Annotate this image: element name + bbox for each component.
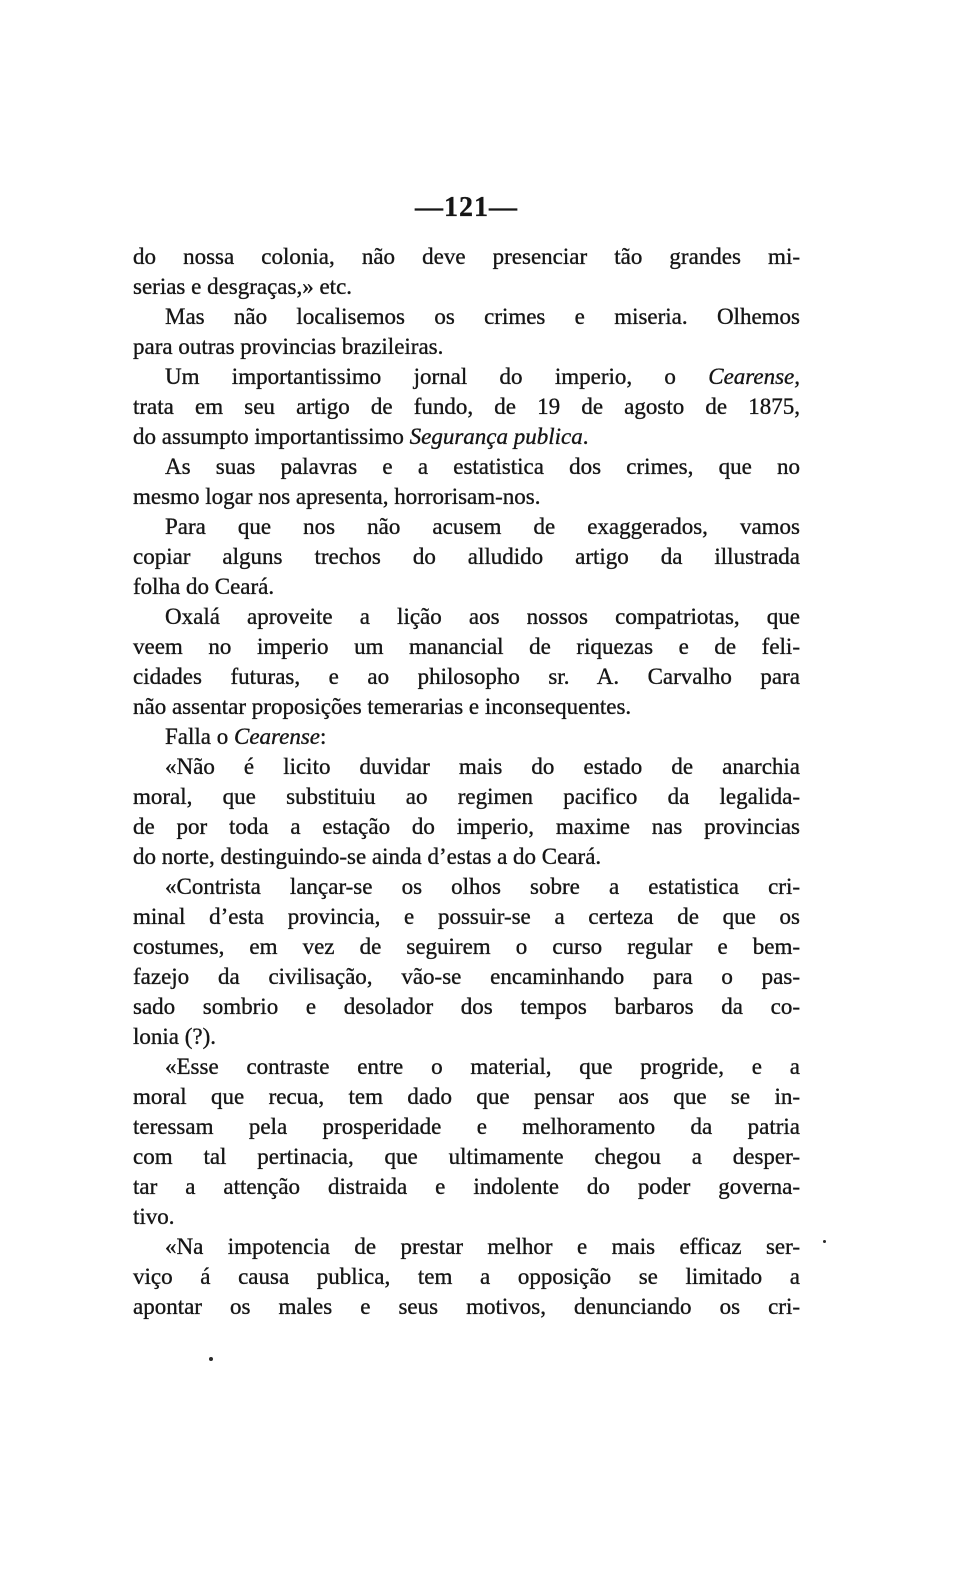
text-run: não assentar proposições temerarias e inconsequentes. bbox=[133, 694, 632, 719]
text-run: Para que nos não acusem de exaggerados, vamos bbox=[165, 514, 800, 539]
text-run: «Na impotencia de prestar melhor e mais efficaz ser- bbox=[165, 1234, 800, 1259]
text-run: As suas palavras e a estatistica dos crimes, que no bbox=[165, 454, 800, 479]
text-line bbox=[133, 782, 800, 812]
text-run: do nossa colonia, não deve presenciar tão grandes mi- bbox=[133, 244, 800, 269]
text-line bbox=[133, 1142, 800, 1172]
text-run: «Esse contraste entre o material, que progride, e a bbox=[165, 1054, 800, 1079]
text-run: tar a attenção distraida e indolente do poder governa- bbox=[133, 1174, 800, 1199]
text-line bbox=[133, 842, 800, 872]
text-run: sado sombrio e desolador dos tempos barbaros da co- bbox=[133, 994, 800, 1019]
text-run: Falla o bbox=[165, 724, 234, 749]
ink-speck bbox=[209, 1357, 213, 1361]
text-line bbox=[133, 1262, 800, 1292]
text-run: . bbox=[582, 424, 589, 449]
text-line bbox=[133, 302, 800, 332]
text-line bbox=[133, 1202, 800, 1232]
text-line bbox=[133, 242, 800, 272]
ink-speck bbox=[823, 1240, 826, 1243]
text-run: trata em seu artigo de fundo, de 19 de agosto de 1875, bbox=[133, 394, 800, 419]
text-line bbox=[133, 572, 800, 602]
text-run: serias e desgraças,» etc. bbox=[133, 274, 353, 299]
text-line bbox=[133, 722, 800, 752]
text-run: Segurança publica bbox=[409, 424, 583, 449]
text-run: cidades futuras, e ao philosopho sr. A. Carvalho para bbox=[133, 664, 800, 689]
text-line bbox=[133, 1292, 800, 1322]
text-line bbox=[133, 812, 800, 842]
text-line bbox=[133, 872, 800, 902]
text-line bbox=[133, 392, 800, 422]
text-run: Um importantissimo jornal do imperio, o bbox=[165, 364, 709, 389]
text-line bbox=[133, 692, 800, 722]
text-run: Cearense, bbox=[708, 364, 800, 389]
text-line bbox=[133, 1172, 800, 1202]
text-line bbox=[133, 1022, 800, 1052]
text-run: com tal pertinacia, que ultimamente chegou a desper- bbox=[133, 1144, 800, 1169]
text-run: apontar os males e seus motivos, denunciando os cri- bbox=[133, 1294, 800, 1319]
text-line bbox=[133, 752, 800, 782]
page-text-block bbox=[133, 242, 800, 1322]
text-run: costumes, em vez de seguirem o curso regular e bem- bbox=[133, 934, 800, 959]
text-run: copiar alguns trechos do alludido artigo da illustrada bbox=[133, 544, 800, 569]
text-run: mesmo logar nos apresenta, horrorisam-nos. bbox=[133, 484, 541, 509]
text-run: «Não é licito duvidar mais do estado de anarchia bbox=[165, 754, 800, 779]
text-run: fazejo da civilisação, vão-se encaminhando para o pas- bbox=[133, 964, 800, 989]
text-line bbox=[133, 992, 800, 1022]
text-run: lonia (?). bbox=[133, 1024, 217, 1049]
text-run: tivo. bbox=[133, 1204, 175, 1229]
text-line bbox=[133, 1112, 800, 1142]
text-line bbox=[133, 602, 800, 632]
text-run: para outras provincias brazileiras. bbox=[133, 334, 444, 359]
text-line bbox=[133, 512, 800, 542]
text-line bbox=[133, 452, 800, 482]
text-line bbox=[133, 932, 800, 962]
text-run: teressam pela prosperidade e melhoramento da patria bbox=[133, 1114, 800, 1139]
text-run: do assumpto importantissimo bbox=[133, 424, 410, 449]
text-run: «Contrista lançar-se os olhos sobre a estatistica cri- bbox=[165, 874, 800, 899]
text-line bbox=[133, 272, 800, 302]
text-line bbox=[133, 962, 800, 992]
text-run: viço á causa publica, tem a opposição se limitado a bbox=[133, 1264, 800, 1289]
text-run: de por toda a estação do imperio, maxime nas provincias bbox=[133, 814, 800, 839]
text-line bbox=[133, 482, 800, 512]
text-line bbox=[133, 902, 800, 932]
text-run: veem no imperio um manancial de riquezas e de feli- bbox=[133, 634, 800, 659]
text-line bbox=[133, 662, 800, 692]
text-run: moral, que substituiu ao regimen pacifico da legalida- bbox=[133, 784, 800, 809]
text-line bbox=[133, 1082, 800, 1112]
text-line bbox=[133, 632, 800, 662]
text-run: do norte, destinguindo-se ainda d’estas a do Ceará. bbox=[133, 844, 602, 869]
text-run: folha do Ceará. bbox=[133, 574, 275, 599]
text-run: Oxalá aproveite a lição aos nossos compatriotas, que bbox=[165, 604, 800, 629]
text-line bbox=[133, 542, 800, 572]
text-line bbox=[133, 332, 800, 362]
text-line bbox=[133, 1052, 800, 1082]
text-run: Mas não localisemos os crimes e miseria. Olhemos bbox=[165, 304, 800, 329]
text-run: : bbox=[320, 724, 327, 749]
text-run: moral que recua, tem dado que pensar aos que se in- bbox=[133, 1084, 800, 1109]
text-line bbox=[133, 362, 800, 392]
page-number: —121— bbox=[415, 192, 518, 223]
text-run: Cearense bbox=[234, 724, 321, 749]
text-run: minal d’esta provincia, e possuir-se a certeza de que os bbox=[133, 904, 800, 929]
text-line bbox=[133, 1232, 800, 1262]
text-line bbox=[133, 422, 800, 452]
